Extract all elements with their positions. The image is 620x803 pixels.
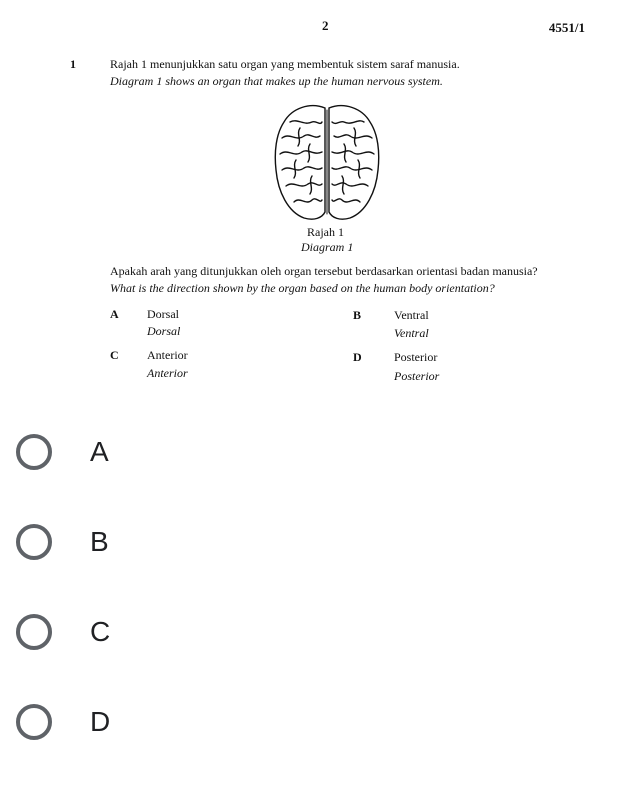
option-a-malay: Dorsal	[147, 307, 179, 321]
question-ask-malay: Apakah arah yang ditunjukkan oleh organ tersebut berdasarkan orientasi badan manusia?	[110, 264, 538, 278]
choice-d-label: D	[90, 706, 111, 737]
option-b-english: Ventral	[394, 326, 429, 340]
radio-button-c[interactable]	[16, 614, 52, 650]
option-c-letter: C	[110, 348, 119, 362]
choice-b-label: B	[90, 526, 109, 557]
question-ask-english: What is the direction shown by the organ based on the human body orientation?	[110, 281, 495, 295]
choice-a[interactable]	[16, 434, 316, 478]
diagram-caption-malay: Rajah 1	[307, 225, 344, 239]
choice-a-label: A	[90, 436, 109, 467]
option-c-english: Anterior	[147, 366, 188, 380]
radio-button-a[interactable]	[16, 434, 52, 470]
radio-button-d[interactable]	[16, 704, 52, 740]
choice-b[interactable]	[16, 524, 316, 568]
question-stem-malay: Rajah 1 menunjukkan satu organ yang membentuk sistem saraf manusia.	[110, 57, 460, 71]
option-d-malay: Posterior	[394, 350, 438, 364]
option-a-english: Dorsal	[147, 324, 181, 338]
option-a-letter: A	[110, 307, 119, 321]
choice-d[interactable]	[16, 704, 316, 748]
option-c-malay: Anterior	[147, 348, 188, 362]
brain-diagram	[270, 100, 384, 224]
question-stem-english: Diagram 1 shows an organ that makes up the human nervous system.	[110, 74, 443, 88]
choice-c[interactable]	[16, 614, 316, 658]
choice-c-label: C	[90, 616, 111, 647]
paper-code: 4551/1	[548, 20, 585, 35]
diagram-caption-english: Diagram 1	[301, 240, 354, 254]
option-d-letter: D	[353, 350, 362, 364]
page-number: 2	[322, 18, 329, 33]
option-d-english: Posterior	[394, 369, 440, 383]
option-b-malay: Ventral	[394, 308, 429, 322]
radio-button-b[interactable]	[16, 524, 52, 560]
question-number: 1	[70, 57, 76, 71]
option-b-letter: B	[353, 308, 362, 322]
